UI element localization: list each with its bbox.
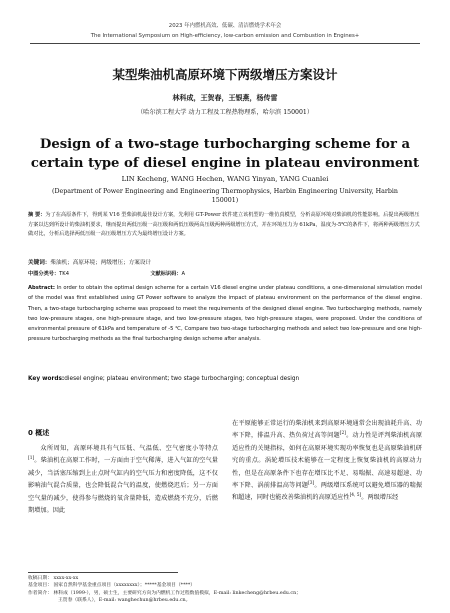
body-right-text-1: 在平原能够正常运行的柴油机来到高原环境通常会出现油耗升高、功率下降，排温升高、热负荷过高等问题 xyxy=(232,420,422,440)
footnote-fund: 基金项目： 国家自然科学基金重点项目（xxxxxxxx）；*****基金项目（****） xyxy=(28,583,196,589)
footnote-received: 收稿日期： xxxx-xx-xx xyxy=(28,576,79,581)
body-column-right xyxy=(232,418,422,505)
doc-code-label: 文献标识码： xyxy=(150,271,182,277)
conference-title-cn: 2023 年内燃机高效、低碳、清洁燃烧学术年会 xyxy=(168,23,282,29)
paper-title-cn: 某型柴油机高原环境下两级增压方案设计 xyxy=(112,67,338,82)
footnote-author-1: 作者简介： 林科成（1999-），男，硕士生，主要研究方向为内燃机工作过程数值模拟，E-mail: linkecheng@hrbeu.edu.cn； xyxy=(28,590,301,596)
footnote-divider xyxy=(28,572,178,573)
authors-en: LIN Kecheng, WANG Hechen, WANG Yinyan, YANG Cuanlei xyxy=(121,175,329,183)
footnote-author-2: 王贺春（联系人），E-mail: wanghechun@hrbeu.edu.cn。 xyxy=(58,597,191,603)
abstract-cn-label: 摘 要： xyxy=(28,212,46,218)
abstract-en xyxy=(28,283,422,345)
keywords-cn-text: 柴油机；高原环境；两级增压；方案设计 xyxy=(50,260,152,266)
abstract-cn-text: 为了在高原条件下，得到某 V16 型柴油机最佳设计方案，先利用 GT-Power 软件建立该机型的一维仿真模型，分析高原环境对柴油机的性能影响。后提出两级增压方案以达到所设计的柴油机要求，继而提出两低压级一高压级和两低压级两高压级两种两级增压方式，并在环境压力为 61kPa，温度为-5℃的条件下，将两种两级增压方式做对比，分析后选择两低压级一高压级增压方式为最终增压设计方案。 xyxy=(28,212,420,237)
affiliation-en: (Department of Power Engineering and Engineering Thermophysics, Harbin Engineering University, Harbin 150001) xyxy=(52,188,398,204)
citation: [4, 5] xyxy=(349,493,362,499)
abstract-en-text: In order to obtain the optimal design scheme for a certain V16 diesel engine under plateau conditions, a one-dimensional simulation model of the model was first established using GT Power software to analyze the impact of plateau environment on the performance of the diesel engine. Then, a two-stage turbocharging scheme was proposed to meet the requirements of the designed diesel engine. Two turbocharging methods, namely two low-pressure stages, one high-pressure stage, and two low-pressure stages, two high-pressure stages, were proposed. Under the conditions of environmental pressure of 61kPa and temperature of -5 ℃, Compare two two-stage turbocharging methods and select two low-pressure and one high-pressure turbocharging methods as the final turbocharging design scheme after analysis. xyxy=(28,285,422,343)
section-heading: 0 概述 xyxy=(28,429,50,437)
header-divider xyxy=(30,43,420,44)
affiliation-cn: （哈尔滨工程大学 动力工程及工程热物理系，哈尔滨 150001） xyxy=(136,109,314,116)
keywords-en xyxy=(28,376,422,382)
body-right-text-2: 。动力性是评判柴油机高原适应性的关键指标，如何在高原环境实现功率恢复也是高原柴油机研究的重点。涡轮增压技术能够在一定程度上恢复柴油机的高原动力性，但是在高原条件下也存在增压比不足、易喘振、高速易超速、功率下降、涡前排温高等问题 xyxy=(232,432,423,490)
citation: [1] xyxy=(28,456,35,462)
authors-cn: 林科成，王贺春，王银燕，杨传雷 xyxy=(172,94,278,102)
body-left-text-1: 众所周知，高原环境具有气压低、气温低、空气密度小等特点 xyxy=(40,445,218,452)
clc-label: 中图分类号： xyxy=(28,271,60,277)
paper-title-en: Design of a two-stage turbocharging scheme for a certain type of diesel engine in plateau environment xyxy=(30,137,420,171)
body-left-text-2: 。柴油机在高原工作时，一方面由于空气稀薄，进入气缸的空气量减少，当活塞压缩到上止点时气缸内的空气压力和密度降低，这不仅影响油气混合质量，也会降低混合气的温度，使燃烧迟后；另一方面空气量的减少，使得参与燃烧的氧含量降低，造成燃烧不充分，后燃期增加。因此 xyxy=(28,457,218,515)
abstract-en-label: Abstract: xyxy=(28,285,55,291)
keywords-cn xyxy=(28,258,422,266)
keywords-en-text: diesel engine; plateau environment; two stage turbocharging; conceptual design xyxy=(64,376,300,382)
keywords-en-label: Key words: xyxy=(28,376,65,382)
body-column-left xyxy=(28,443,218,517)
body-right-text-3: 。两级增压系统可以避免增压器的喘振和超速，同时也能改善柴油机的高原适应性 xyxy=(232,482,423,502)
citation: [3] xyxy=(308,480,315,486)
body-right-text-4: 。两级增压经 xyxy=(361,494,399,502)
footnote-block xyxy=(28,575,422,604)
doc-code-value: A xyxy=(181,271,186,277)
conference-title-en: The International Symposium on High-efficiency, low-carbon emission and Combustion in Engines+ xyxy=(90,33,360,39)
clc-value: TK4 xyxy=(59,271,70,277)
citation: [2] xyxy=(339,431,346,437)
keywords-cn-label: 关键词： xyxy=(28,260,51,266)
abstract-cn xyxy=(28,211,422,240)
classification-line xyxy=(28,270,185,277)
